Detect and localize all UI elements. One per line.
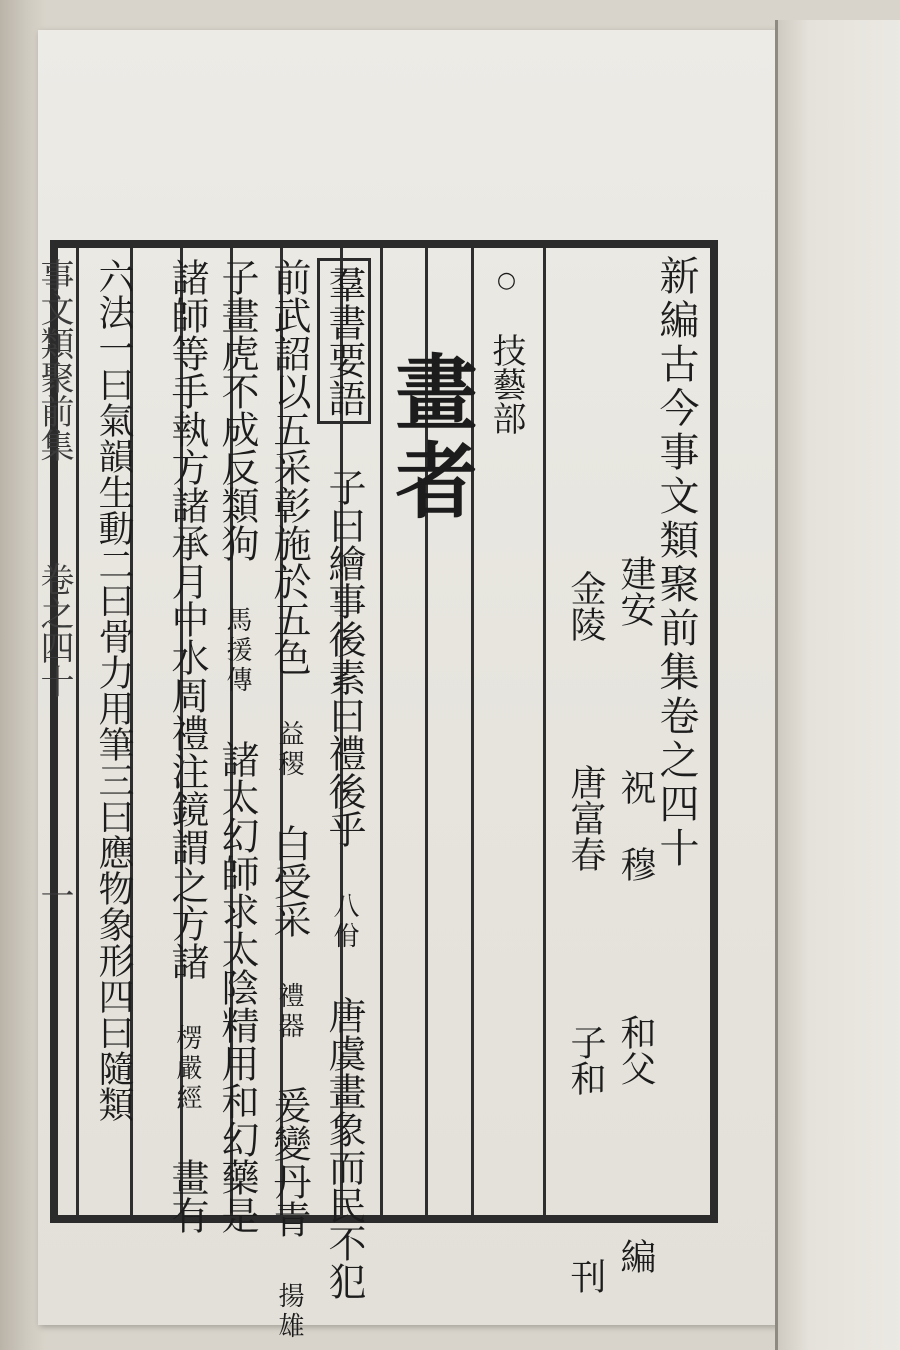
- margin-page: 一: [34, 878, 74, 912]
- text-col2c: 爰變丹青: [267, 1086, 311, 1238]
- text-col3: 子畫虎不成反類狗: [215, 258, 259, 562]
- editor-line: [610, 555, 661, 1274]
- text-column-1: [317, 258, 372, 1300]
- text-column-3: [210, 258, 265, 1234]
- text-col4-note: 楞嚴經: [172, 1024, 202, 1114]
- text-col4: 諸師等手執方諸承月中水周禮注鏡謂之方諸: [165, 258, 209, 980]
- section-marker: ○: [494, 268, 519, 293]
- text-col3-note: 馬援傳: [222, 606, 252, 696]
- text-column-2: [262, 258, 317, 1342]
- main-heading: 畫者: [382, 350, 478, 526]
- publisher-courtesy: 子和: [565, 1024, 606, 1096]
- publisher-role: 刊: [565, 1258, 606, 1294]
- margin-volume: 卷之四十: [34, 562, 74, 698]
- text-col4b: 畫有: [165, 1158, 209, 1234]
- editor-courtesy: 和父: [615, 1014, 656, 1086]
- text-col1-note: 八佾: [329, 892, 359, 952]
- section-label: 羣書要語: [317, 258, 371, 424]
- adjacent-page: [775, 20, 900, 1350]
- text-col1b: 唐虞畫象而民不犯: [322, 996, 366, 1300]
- margin-title: 事文類聚前集: [34, 258, 74, 462]
- publisher-line: [560, 570, 611, 1294]
- text-column-5: [88, 258, 139, 1122]
- editor-role: 編: [615, 1238, 656, 1274]
- text-col3b: 諸太幻師求太陰精用和幻藥是: [215, 740, 259, 1234]
- publisher-name: 唐富春: [565, 764, 606, 872]
- editor-name: 祝 穆: [615, 769, 656, 882]
- text-column-4: [160, 258, 215, 1234]
- column-rule: [543, 248, 546, 1215]
- editor-place: 建安: [615, 555, 656, 627]
- section-name: 技藝部: [486, 333, 526, 435]
- book-title: 新編古今事文類聚前集卷之四十: [653, 255, 699, 871]
- section-heading: [482, 268, 531, 435]
- publisher-place: 金陵: [565, 570, 606, 642]
- margin-column: [30, 258, 79, 912]
- text-col2: 前武詔以五采彰施於五色: [267, 258, 311, 676]
- text-col1: 子曰繪事後素曰禮後乎: [322, 468, 366, 848]
- text-col5: 六法一曰氣韻生動二曰骨力用筆三曰應物象形四曰隨類: [93, 258, 134, 1122]
- text-col2b: 白受采: [267, 824, 311, 938]
- text-col2-note2: 禮器: [274, 982, 304, 1042]
- text-col2-note: 益稷: [274, 720, 304, 780]
- text-col2-note3: 揚雄: [274, 1282, 304, 1342]
